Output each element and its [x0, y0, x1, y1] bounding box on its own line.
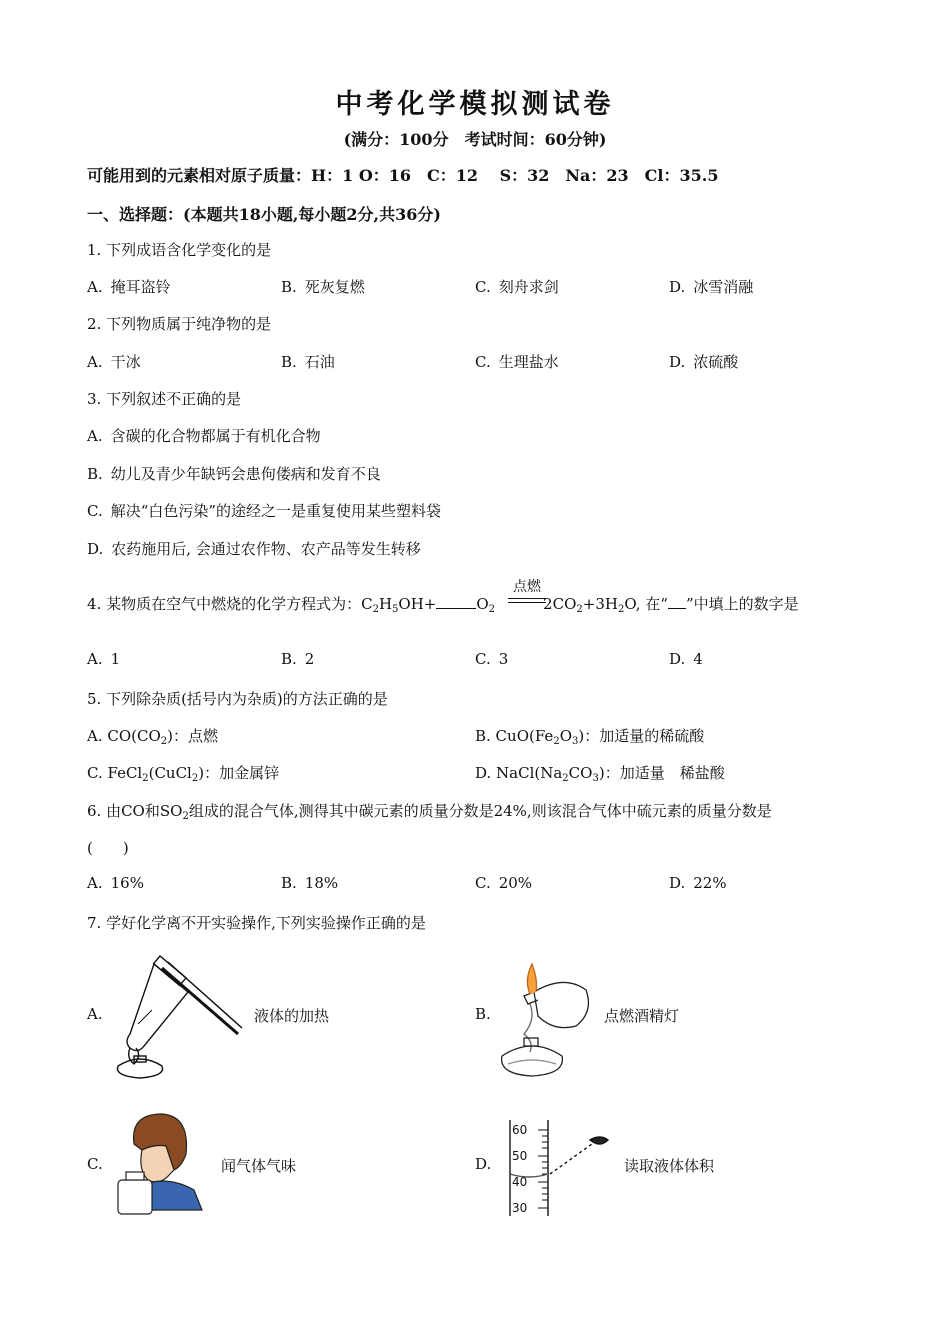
alcohol-lamp-figure — [494, 960, 594, 1078]
question-2-stem: 2. 下列物质属于纯净物的是 — [87, 315, 272, 333]
test-tube-heating-figure — [100, 948, 245, 1080]
answer-paren: ( ) — [87, 839, 129, 857]
tick-40: 40 — [512, 1175, 528, 1189]
q1-option-b[interactable]: B. 死灰复燃 — [281, 278, 365, 296]
section-heading: 一、选择题：(本题共18小题,每小题2分,共36分) — [87, 205, 441, 224]
question-4-stem: 4. 某物质在空气中燃烧的化学方程式为：$C_2H_5OH+ O_2$ $2CO_2+3H_2O$, 在“ ”中填上的数字是 — [87, 595, 799, 615]
exam-info: (满分：100分 考试时间：60分钟) — [343, 130, 607, 149]
q7-option-d-letter[interactable]: D. — [475, 1155, 492, 1173]
q4-option-a[interactable]: A. 1 — [87, 650, 121, 668]
q6-option-b[interactable]: B. 18% — [281, 874, 339, 892]
smelling-gas-figure — [114, 1110, 206, 1216]
tick-60: 60 — [512, 1123, 528, 1137]
q2-option-a[interactable]: A. 干冰 — [87, 353, 141, 371]
quote-blank — [668, 596, 686, 609]
q4-option-c[interactable]: C. 3 — [475, 650, 509, 668]
question-5-stem: 5. 下列除杂质(括号内为杂质)的方法正确的是 — [87, 690, 388, 708]
q2-option-b[interactable]: B. 石油 — [281, 353, 335, 371]
atomic-masses: 可能用到的元素相对原子质量：H：1 O：16 C：12 S：32 Na：23 Cl：35.5 — [87, 166, 719, 185]
q6-option-a[interactable]: A. 16% — [87, 874, 144, 892]
question-7-stem: 7. 学好化学离不开实验操作,下列实验操作正确的是 — [87, 914, 426, 932]
tick-50: 50 — [512, 1149, 528, 1163]
q5-option-d[interactable]: D. $NaCl(Na_2CO_3)$：加适量 稀盐酸 — [475, 764, 725, 784]
q7-option-c-letter[interactable]: C. — [87, 1155, 103, 1173]
q7-option-a-letter[interactable]: A. — [87, 1005, 103, 1023]
q2-option-c[interactable]: C. 生理盐水 — [475, 353, 559, 371]
q7-option-b-text: 点燃酒精灯 — [604, 1007, 680, 1025]
q4-option-d[interactable]: D. 4 — [669, 650, 703, 668]
reaction-condition: 点燃 — [513, 579, 541, 595]
q1-option-c[interactable]: C. 刻舟求剑 — [475, 278, 559, 296]
q3-option-d[interactable]: D. 农药施用后, 会通过农作物、农产品等发生转移 — [87, 540, 421, 558]
q3-option-b[interactable]: B. 幼儿及青少年缺钙会患佝偻病和发育不良 — [87, 465, 381, 483]
answer-blank[interactable] — [436, 594, 476, 609]
q1-option-d[interactable]: D. 冰雪消融 — [669, 278, 754, 296]
question-1-stem: 1. 下列成语含化学变化的是 — [87, 241, 272, 259]
q7-option-d-text: 读取液体体积 — [624, 1157, 715, 1175]
q5-option-a[interactable]: A. $CO(CO_2)$：点燃 — [87, 727, 219, 747]
q7-option-b-letter[interactable]: B. — [475, 1005, 491, 1023]
q1-option-a[interactable]: A. 掩耳盗铃 — [87, 278, 171, 296]
q2-option-d[interactable]: D. 浓硫酸 — [669, 353, 739, 371]
graduated-cylinder-figure — [504, 1118, 614, 1218]
q3-option-a[interactable]: A. 含碳的化合物都属于有机化合物 — [87, 427, 321, 445]
q7-option-a-text: 液体的加热 — [254, 1007, 330, 1025]
q5-option-c[interactable]: C. FeCl$_2$(CuCl$_2$)：加金属锌 — [87, 764, 280, 784]
q3-option-c[interactable]: C. 解决“白色污染”的途经之一是重复使用某些塑料袋 — [87, 502, 442, 520]
tick-30: 30 — [512, 1201, 528, 1215]
page-title: 中考化学模拟测试卷 — [335, 89, 615, 120]
q5-option-b[interactable]: B. $CuO(Fe_2O_3)$：加适量的稀硫酸 — [475, 727, 705, 747]
q7-option-c-text: 闻气体气味 — [221, 1157, 297, 1175]
q4-option-b[interactable]: B. 2 — [281, 650, 315, 668]
question-6-stem: 6. 由CO和$SO_2$组成的混合气体,测得其中碳元素的质量分数是24%,则该混合气体中硫元素的质量分数是 — [87, 802, 772, 822]
q6-option-c[interactable]: C. 20% — [475, 874, 533, 892]
q6-option-d[interactable]: D. 22% — [669, 874, 727, 892]
question-3-stem: 3. 下列叙述不正确的是 — [87, 390, 242, 408]
